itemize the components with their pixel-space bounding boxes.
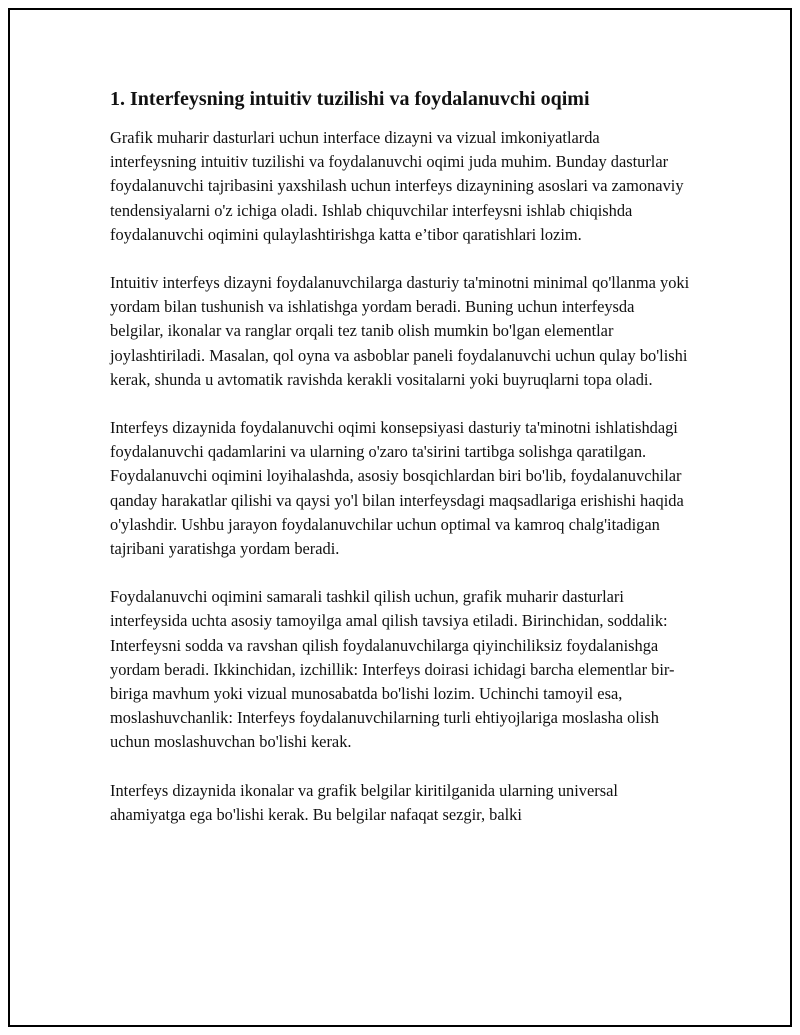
document-body bbox=[110, 86, 690, 851]
section-heading: 1. Interfeysning intuitiv tuzilishi va foydalanuvchi oqimi bbox=[110, 88, 590, 110]
paragraph-1: Grafik muharir dasturlari uchun interface dizayni va vizual imkoniyatlarda interfeysning intuitiv tuzilishi va foydalanuvchi oqimi juda muhim. Bunday dasturlar foydalanuvchi tajribasini yaxshilash uchun interfeys dizaynining asoslari va zamonaviy tendensiyalarni o'z ichiga oladi. Ishlab chiquvchilar interfeysni ishlab chiqishda foydalanuvchi oqimini qulaylashtirishga katta e’tibor qaratishlari lozim. bbox=[110, 128, 684, 244]
paragraph-4: Foydalanuvchi oqimini samarali tashkil qilish uchun, grafik muharir dasturlari interfeysida uchta asosiy tamoyilga amal qilish tavsiya etiladi. Birinchidan, soddalik: Interfeysni sodda va ravshan qilish foydalanuvchilarga qiyinchiliksiz foydalanishga yordam beradi. Ikkinchidan, izchillik: Interfeys doirasi ichidagi barcha elementlar bir-biriga mavhum yoki vizual munosabatda bo'lishi lozim. Uchinchi tamoyil esa, moslashuvchanlik: Interfeys foydalanuvchilarning turli ehtiyojlariga moslasha olish uchun moslashuvchan bo'lishi kerak. bbox=[110, 587, 675, 752]
paragraph-5: Interfeys dizaynida ikonalar va grafik belgilar kiritilganida ularning universal ahamiyatga ega bo'lishi kerak. Bu belgilar nafaqat sezgir, balki bbox=[110, 780, 618, 824]
paragraph-2: Intuitiv interfeys dizayni foydalanuvchilarga dasturiy ta'minotni minimal qo'llanma yoki yordam bilan tushunish va ishlatishga yordam beradi. Buning uchun interfeysda belgilar, ikonalar va ranglar orqali tez tanib olish mumkin bo'lgan elementlar joylashtiriladi. Masalan, qol oyna va asboblar paneli foydalanuvchi uchun qulay bo'lishi kerak, shunda u avtomatik ravishda kerakli vositalarni yoki buyruqlarni topa oladi. bbox=[110, 273, 690, 389]
paragraph-3: Interfeys dizaynida foydalanuvchi oqimi konsepsiyasi dasturiy ta'minotni ishlatishdagi foydalanuvchi qadamlarini va ularning o'zaro ta'sirini tartibga solishga qaratilgan. Foydalanuvchi oqimini loyihalashda, asosiy bosqichlardan biri bo'lib, foydalanuvchilar qanday harakatlar qilishi va qaysi yo'l bilan interfeysdagi maqsadlariga erishishi haqida o'ylashdir. Ushbu jarayon foydalanuvchilar uchun optimal va kamroq chalg'itadigan tajribani yaratishga yordam beradi. bbox=[110, 418, 684, 559]
